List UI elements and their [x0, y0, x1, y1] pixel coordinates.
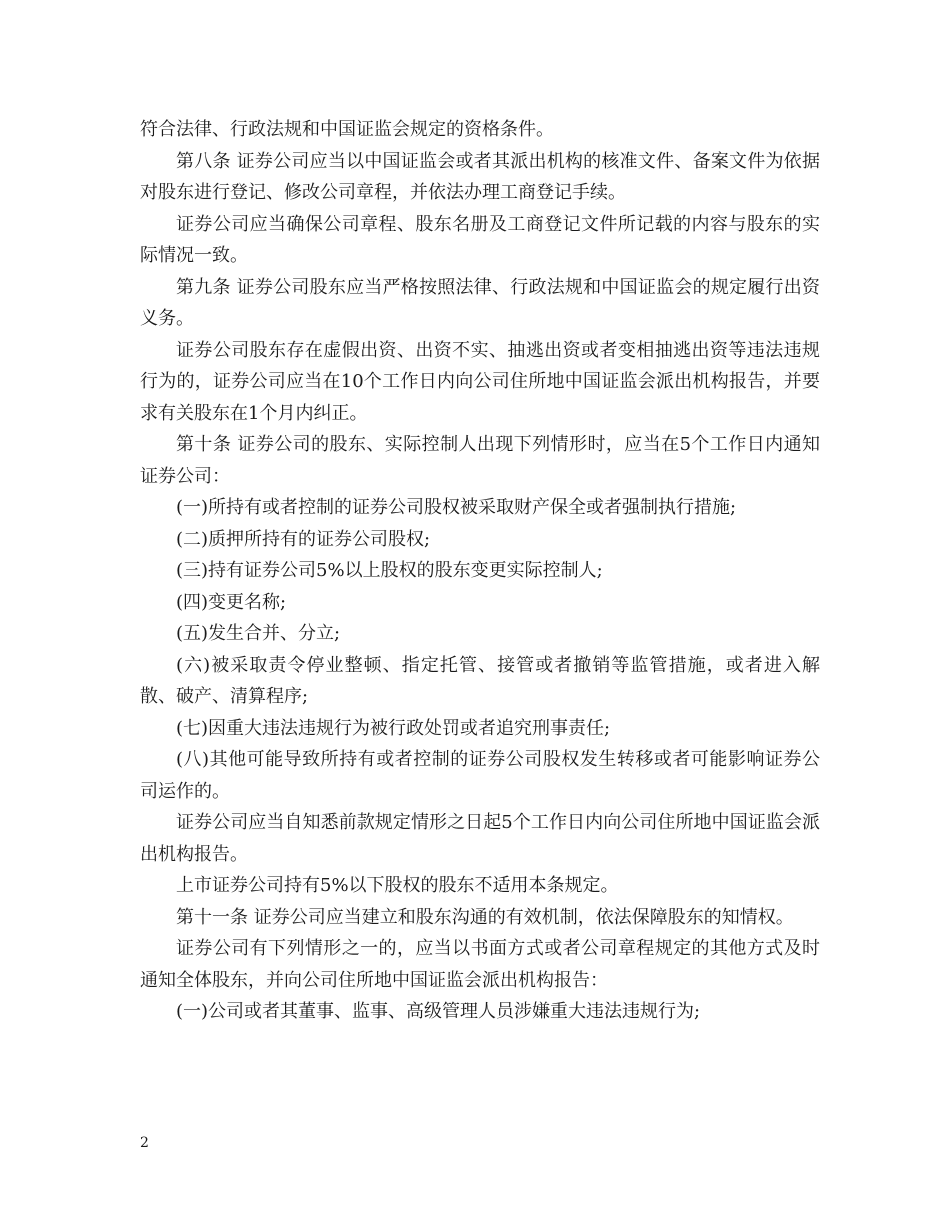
- article-9: 第九条 证券公司股东应当严格按照法律、行政法规和中国证监会的规定履行出资义务。: [140, 276, 820, 329]
- page-number: 2: [140, 1135, 149, 1151]
- article-10-item-5: (五)发生合并、分立;: [176, 623, 341, 644]
- article-11-item-1: (一)公司或者其董事、监事、高级管理人员涉嫌重大违法违规行为;: [176, 1001, 701, 1022]
- article-10-item-7: (七)因重大违法违规行为被行政处罚或者追究刑事责任;: [176, 717, 611, 739]
- article-10-item-8: (八)其他可能导致所持有或者控制的证券公司股权发生转移或者可能影响证券公司运作的。: [140, 749, 820, 802]
- paragraph-continuation: 符合法律、行政法规和中国证监会规定的资格条件。: [140, 119, 554, 140]
- article-10-item-3: (三)持有证券公司5%以上股权的股东变更实际控制人;: [176, 560, 603, 581]
- article-10-item-1: (一)所持有或者控制的证券公司股权被采取财产保全或者强制执行措施;: [176, 497, 737, 518]
- article-9-paragraph-2: 证券公司股东存在虚假出资、出资不实、抽逃出资或者变相抽逃出资等违法违规行为的，证券公司应当在10个工作日内向公司住所地中国证监会派出机构报告，并要求有关股东在1个月内纠正。: [140, 339, 820, 424]
- article-8-paragraph-2: 证券公司应当确保公司章程、股东名册及工商登记文件所记载的内容与股东的实际情况一致。: [140, 213, 820, 266]
- article-10-paragraph-2: 证券公司应当自知悉前款规定情形之日起5个工作日内向公司住所地中国证监会派出机构报告。: [140, 812, 820, 865]
- article-10-item-2: (二)质押所持有的证券公司股权;: [176, 528, 431, 550]
- article-10: 第十条 证券公司的股东、实际控制人出现下列情形时，应当在5个工作日内通知证券公司：: [140, 434, 820, 487]
- article-8: 第八条 证券公司应当以中国证监会或者其派出机构的核准文件、备案文件为依据对股东进行登记、修改公司章程，并依法办理工商登记手续。: [140, 150, 820, 203]
- article-11: 第十一条 证券公司应当建立和股东沟通的有效机制，依法保障股东的知情权。: [176, 906, 794, 928]
- article-10-item-4: (四)变更名称;: [176, 591, 287, 613]
- article-11-paragraph-2: 证券公司有下列情形之一的，应当以书面方式或者公司章程规定的其他方式及时通知全体股东，并向公司住所地中国证监会派出机构报告：: [140, 938, 820, 991]
- article-10-paragraph-3: 上市证券公司持有5%以下股权的股东不适用本条规定。: [176, 875, 619, 896]
- article-10-item-6: (六)被采取责令停业整顿、指定托管、接管或者撤销等监管措施，或者进入解散、破产、清算程序;: [140, 654, 820, 707]
- document-body: [140, 114, 820, 1028]
